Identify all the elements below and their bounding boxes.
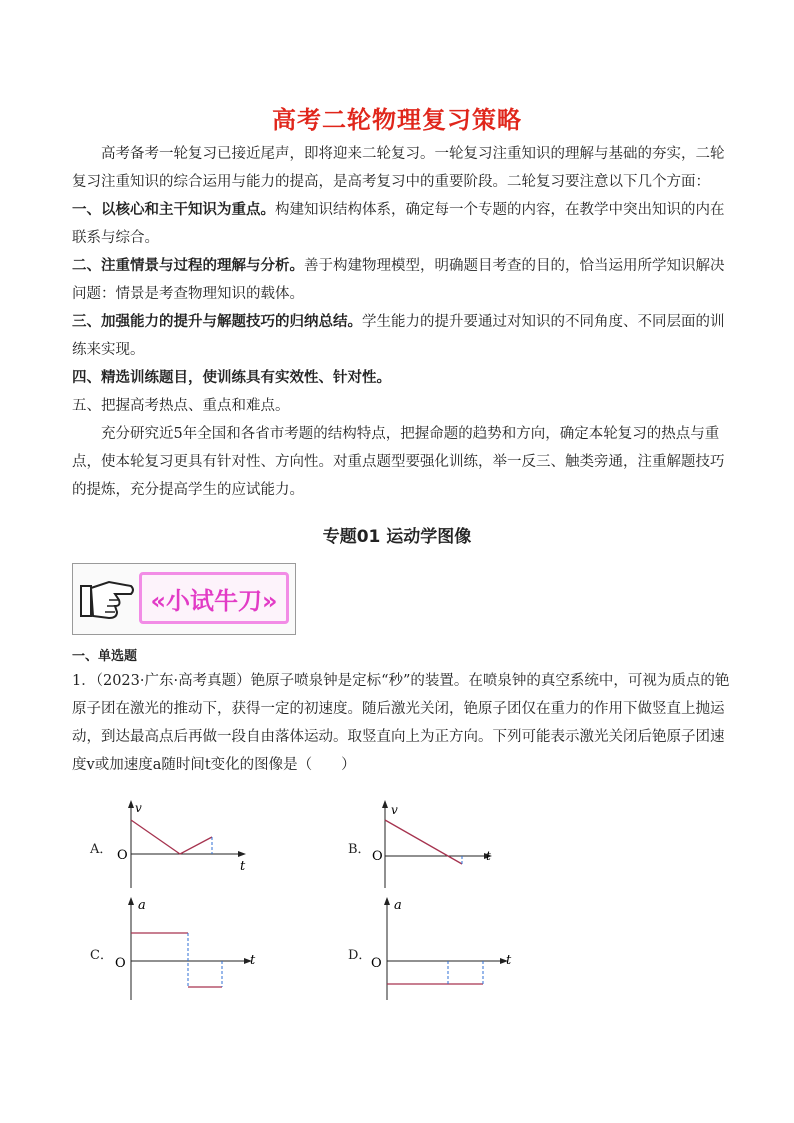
option-b-x-axis-label: t — [486, 849, 491, 863]
option-a-label: A． — [90, 842, 113, 857]
option-a-x-axis-label: t — [240, 859, 246, 874]
option-c-graph — [110, 894, 270, 1002]
option-b-origin-label: O — [372, 849, 383, 864]
option-b-graph — [362, 798, 512, 890]
option-c-label: C． — [90, 948, 113, 963]
option-a-curve — [131, 820, 212, 854]
option-c-origin-label: O — [115, 956, 126, 971]
point-1-text: 构建知识结构体系，确定每一个专题的内容，在教学中突出知识的内在联系与综合。 — [72, 202, 725, 246]
option-c-x-axis-label: t — [250, 953, 256, 968]
intro-paragraph: 高考备考一轮复习已接近尾声，即将迎来二轮复习。一轮复习注重知识的理解与基础的夯实，二轮复习注重知识的综合运用与能力的提高，是高考复习中的重要阶段。二轮复习要注意以下几个方面： — [72, 146, 725, 190]
point-2-text: 善于构建物理模型，明确题目考查的目的，恰当运用所学知识解决问题：情景是考查物理知识的载体。 — [72, 258, 725, 302]
page-title: 高考二轮物理复习策略 — [272, 106, 522, 134]
banner-label: «小试牛刀» — [139, 572, 289, 624]
point-1-bold: 一、以核心和主干知识为重点。 — [72, 202, 275, 218]
pointing-hand-icon — [79, 572, 137, 626]
option-a-graph — [108, 798, 258, 890]
point-2-bold: 二、注重情景与过程的理解与分析。 — [72, 258, 304, 274]
option-a-origin-label: O — [117, 848, 128, 863]
option-d-x-axis-label: t — [506, 953, 512, 968]
practice-banner — [72, 563, 296, 635]
option-b-curve — [385, 820, 462, 864]
option-b-y-axis-label: v — [391, 803, 398, 817]
option-c-y-axis-label: a — [138, 898, 146, 913]
option-d-y-axis-label: a — [394, 898, 402, 913]
point-3-text: 学生能力的提升要通过对知识的不同角度、不同层面的训练来实现。 — [72, 314, 725, 358]
option-b-label: B． — [348, 842, 371, 857]
question-text: 1．（2023·广东·高考真题）铯原子喷泉钟是定标“秒”的装置。在喷泉钟的真空系统中，可视为质点的铯原子团在激光的推动下，获得一定的初速度。随后激光关闭，铯原子团仅在重力的作用下做竖直上抛运动，到达最高点后再做一段自由落体运动。取竖直向上为正方向。下列可能表示激光关闭后铯原子团速度v或加速度a随时间t变化的图像是（ ） — [72, 673, 730, 773]
point-4-bold: 四、精选训练题目，使训练具有实效性、针对性。 — [72, 370, 391, 386]
point-5 — [72, 392, 732, 420]
point-1 — [72, 196, 732, 252]
closing-paragraph: 充分研究近5年全国和各省市考题的结构特点，把握命题的趋势和方向，确定本轮复习的热点与重点，使本轮复习更具有针对性、方向性。对重点题型要强化训练，举一反三、触类旁通，注重解题技巧的提炼，充分提高学生的应试能力。 — [72, 426, 725, 498]
option-d-graph — [366, 894, 526, 1002]
section-title: 专题01 运动学图像 — [322, 527, 472, 547]
point-3-bold: 三、加强能力的提升与解题技巧的归纳总结。 — [72, 314, 362, 330]
point-3 — [72, 308, 732, 364]
question-section-heading: 一、单选题 — [72, 649, 138, 664]
option-d-origin-label: O — [371, 956, 382, 971]
point-5-text: 五、把握高考热点、重点和难点。 — [72, 398, 290, 414]
point-4 — [72, 364, 732, 392]
option-a-y-axis-label: v — [135, 801, 142, 815]
option-d-label: D． — [348, 948, 372, 963]
point-2 — [72, 252, 732, 308]
